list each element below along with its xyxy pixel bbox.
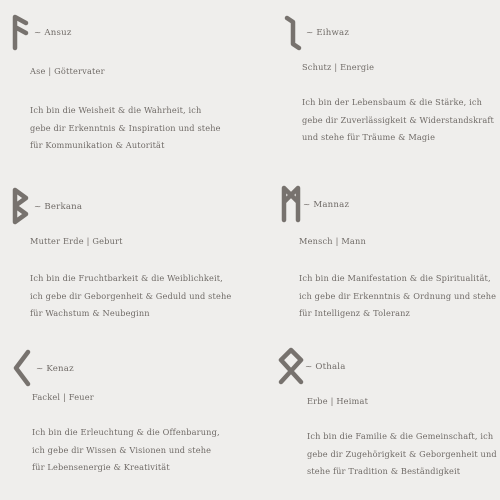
description-line: gebe dir Zuverlässigkeit & Widerstandskraft <box>302 114 494 125</box>
description-line: gebe dir Erkenntnis & Inspiration und stehe <box>30 122 221 133</box>
description-line: Ich bin die Manifestation & die Spiritualität, <box>299 273 491 283</box>
description-line: Ich bin die Weisheit & die Wahrheit, ich <box>30 105 202 115</box>
rune-name: ~ Othala <box>305 362 346 372</box>
rune-name: ~ Kenaz <box>36 364 74 374</box>
description-line: Ich bin der Lebensbaum & die Stärke, ich <box>302 97 483 107</box>
description-line: gebe dir Zugehörigkeit & Geborgenheit und <box>307 448 497 459</box>
rune-name: ~ Mannaz <box>303 200 350 210</box>
berkana-rune-icon <box>12 188 34 224</box>
othala-rune-icon <box>277 348 305 384</box>
description-line: ich gebe dir Geborgenheit & Geduld und stehe <box>30 290 232 301</box>
description-line: Ich bin die Fruchtbarkeit & die Weiblichkeit, <box>30 273 223 283</box>
rune-description <box>30 102 221 155</box>
rune-name: ~ Ansuz <box>34 28 72 38</box>
rune-name: ~ Berkana <box>34 202 83 212</box>
rune-subtitle: Mutter Erde | Geburt <box>30 236 123 246</box>
description-line: Ich bin die Erleuchtung & die Offenbarung, <box>32 427 220 437</box>
rune-subtitle: Mensch | Mann <box>299 236 366 246</box>
rune-name: ~ Eihwaz <box>306 28 350 38</box>
description-line: für Kommunikation & Autorität <box>30 140 165 150</box>
rune-description <box>302 94 494 147</box>
rune-subtitle: Fackel | Feuer <box>32 392 94 402</box>
description-line: ich gebe dir Wissen & Visionen und stehe <box>32 444 212 455</box>
description-line: für Wachstum & Neubeginn <box>30 308 150 318</box>
mannaz-rune-icon <box>281 186 303 222</box>
rune-subtitle: Ase | Göttervater <box>30 66 105 76</box>
description-line: stehe für Tradition & Beständigkeit <box>307 466 461 476</box>
kenaz-rune-icon <box>14 350 36 386</box>
ansuz-rune-icon <box>12 14 34 50</box>
description-line: für Lebensenergie & Kreativität <box>32 462 170 472</box>
description-line: Ich bin die Familie & die Gemeinschaft, ich <box>307 431 494 441</box>
rune-description <box>299 270 496 323</box>
description-line: und stehe für Träume & Magie <box>302 132 436 142</box>
description-line: für Intelligenz & Toleranz <box>299 308 410 318</box>
rune-description <box>307 428 497 481</box>
eihwaz-rune-icon <box>284 14 306 50</box>
description-line: ich gebe dir Erkenntnis & Ordnung und stehe <box>299 290 497 301</box>
rune-subtitle: Erbe | Heimat <box>307 396 369 406</box>
rune-description <box>32 424 220 477</box>
rune-description <box>30 270 231 323</box>
rune-subtitle: Schutz | Energie <box>302 62 375 72</box>
